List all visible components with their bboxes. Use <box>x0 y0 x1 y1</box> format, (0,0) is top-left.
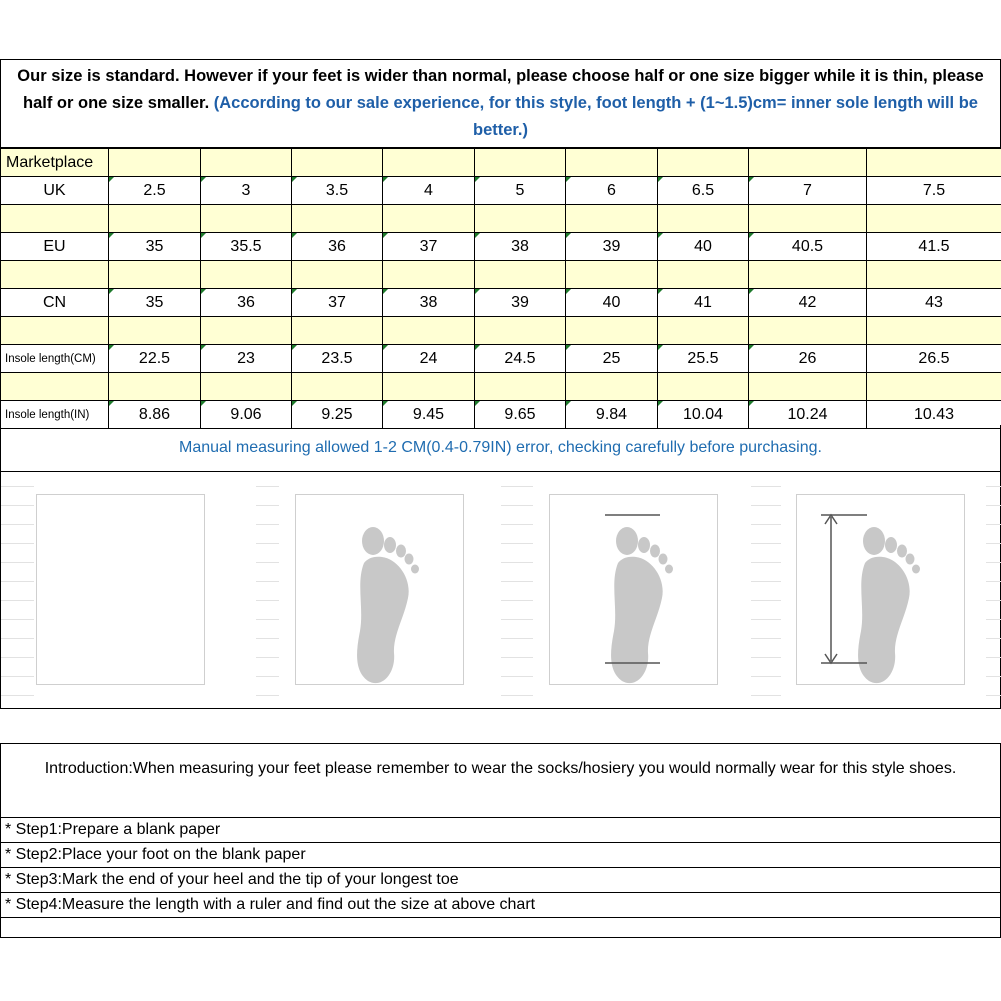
size-cell: 7.5 <box>867 177 1001 205</box>
highlight-cell <box>566 373 658 401</box>
size-cell: 10.43 <box>867 401 1001 429</box>
highlight-cell <box>566 261 658 289</box>
gridline <box>751 505 781 506</box>
row-label: EU <box>1 233 109 261</box>
gridline <box>1 505 34 506</box>
highlight-cell <box>867 149 1001 177</box>
size-cell: 35 <box>109 289 201 317</box>
size-cell: 41 <box>658 289 749 317</box>
size-cell: 39 <box>566 233 658 261</box>
highlight-cell <box>201 205 292 233</box>
size-cell: 2.5 <box>109 177 201 205</box>
gridline <box>751 657 781 658</box>
step-1: * Step1:Prepare a blank paper <box>0 818 1001 843</box>
gridline <box>256 581 279 582</box>
size-cell: 9.45 <box>383 401 475 429</box>
highlight-cell <box>658 373 749 401</box>
highlight-cell <box>109 149 201 177</box>
highlight-cell <box>292 149 383 177</box>
gridline <box>1 581 34 582</box>
gridline <box>1 676 34 677</box>
size-cell: 40 <box>566 289 658 317</box>
row-label: CN <box>1 289 109 317</box>
highlight-cell <box>475 149 566 177</box>
size-cell: 43 <box>867 289 1001 317</box>
highlight-row <box>1 261 1001 289</box>
highlight-row <box>1 205 1001 233</box>
measuring-introduction: Introduction:When measuring your feet please remember to wear the socks/hosiery you would normally wear for this style shoes. <box>0 743 1001 818</box>
highlight-cell <box>658 261 749 289</box>
blank-paper-panel <box>36 494 205 685</box>
gridline <box>256 600 279 601</box>
highlight-cell <box>1 373 109 401</box>
highlight-cell <box>566 149 658 177</box>
size-cell: 41.5 <box>867 233 1001 261</box>
size-cell: 40.5 <box>749 233 867 261</box>
size-advice-note: (According to our sale experience, for this style, foot length + (1~1.5)cm= inner sole length will be better.) <box>213 94 978 139</box>
step-3: * Step3:Mark the end of your heel and the tip of your longest toe <box>0 868 1001 893</box>
marketplace-label: Marketplace <box>1 149 109 177</box>
gridline <box>256 619 279 620</box>
highlight-cell <box>475 317 566 345</box>
size-cell: 36 <box>292 233 383 261</box>
size-advice-text: Our size is standard. However if your feet is wider than normal, please choose half or one size bigger while it is thin, please half or one size smaller. <box>17 67 984 112</box>
step-blank-row <box>0 918 1001 938</box>
size-cell: 3.5 <box>292 177 383 205</box>
size-cell: 9.84 <box>566 401 658 429</box>
gridline <box>751 524 781 525</box>
size-cell: 42 <box>749 289 867 317</box>
highlight-cell <box>109 261 201 289</box>
gridline <box>986 486 1001 487</box>
row-label: Insole length(IN) <box>1 401 109 429</box>
foot-on-paper-panel <box>295 494 464 685</box>
gridline <box>751 543 781 544</box>
highlight-cell <box>383 317 475 345</box>
highlight-cell <box>201 261 292 289</box>
size-cell: 26 <box>749 345 867 373</box>
gridline <box>986 676 1001 677</box>
gridline <box>501 695 533 696</box>
gridline <box>501 524 533 525</box>
size-cell: 22.5 <box>109 345 201 373</box>
size-cell: 24 <box>383 345 475 373</box>
highlight-row <box>1 373 1001 401</box>
gridline <box>501 676 533 677</box>
gridline <box>256 657 279 658</box>
size-cell: 6.5 <box>658 177 749 205</box>
size-row <box>1 345 1001 373</box>
foot-marked-icon <box>550 495 719 686</box>
highlight-cell <box>292 373 383 401</box>
gridline <box>501 638 533 639</box>
gridline <box>986 638 1001 639</box>
gridline <box>1 695 34 696</box>
size-row <box>1 177 1001 205</box>
highlight-cell <box>1 317 109 345</box>
gridline <box>256 638 279 639</box>
highlight-cell <box>867 261 1001 289</box>
highlight-cell <box>292 261 383 289</box>
size-cell: 10.24 <box>749 401 867 429</box>
gridline <box>501 562 533 563</box>
gridline <box>986 562 1001 563</box>
highlight-cell <box>658 205 749 233</box>
gridline <box>751 619 781 620</box>
size-cell: 10.04 <box>658 401 749 429</box>
highlight-cell <box>383 261 475 289</box>
row-label: Insole length(CM) <box>1 345 109 373</box>
highlight-cell <box>383 205 475 233</box>
step-2: * Step2:Place your foot on the blank paper <box>0 843 1001 868</box>
size-cell: 4 <box>383 177 475 205</box>
size-cell: 9.65 <box>475 401 566 429</box>
row-label: UK <box>1 177 109 205</box>
gridline <box>1 657 34 658</box>
gridline <box>986 505 1001 506</box>
size-cell: 37 <box>292 289 383 317</box>
highlight-cell <box>867 317 1001 345</box>
gridline <box>751 581 781 582</box>
highlight-cell <box>292 317 383 345</box>
highlight-cell <box>201 149 292 177</box>
highlight-cell <box>1 261 109 289</box>
size-cell: 24.5 <box>475 345 566 373</box>
highlight-cell <box>749 317 867 345</box>
size-cell: 39 <box>475 289 566 317</box>
highlight-cell <box>383 149 475 177</box>
gridline <box>501 505 533 506</box>
size-cell: 35 <box>109 233 201 261</box>
highlight-cell <box>201 373 292 401</box>
size-cell: 3 <box>201 177 292 205</box>
highlight-cell <box>383 373 475 401</box>
gridline <box>1 600 34 601</box>
highlight-cell <box>475 373 566 401</box>
gridline <box>1 562 34 563</box>
highlight-cell <box>749 373 867 401</box>
size-cell: 25 <box>566 345 658 373</box>
gridline <box>501 600 533 601</box>
highlight-cell <box>658 149 749 177</box>
size-cell: 37 <box>383 233 475 261</box>
gridline <box>256 543 279 544</box>
foot-icon <box>296 495 465 686</box>
highlight-cell <box>201 317 292 345</box>
size-row <box>1 289 1001 317</box>
gridline <box>751 486 781 487</box>
size-cell: 35.5 <box>201 233 292 261</box>
measure-error-note: Manual measuring allowed 1-2 CM(0.4-0.79IN) error, checking carefully before purchasing. <box>0 425 1001 472</box>
gridline <box>1 619 34 620</box>
highlight-row <box>1 149 1001 177</box>
gridline <box>986 657 1001 658</box>
size-cell: 36 <box>201 289 292 317</box>
measure-length-panel <box>796 494 965 685</box>
gridline <box>256 505 279 506</box>
size-row <box>1 233 1001 261</box>
gridline <box>256 486 279 487</box>
gridline <box>1 524 34 525</box>
size-cell: 7 <box>749 177 867 205</box>
gridline <box>986 543 1001 544</box>
highlight-cell <box>475 205 566 233</box>
mark-heel-toe-panel <box>549 494 718 685</box>
highlight-cell <box>867 373 1001 401</box>
gridline <box>751 638 781 639</box>
gridline <box>986 581 1001 582</box>
gridline <box>256 676 279 677</box>
gridline <box>751 562 781 563</box>
size-cell: 26.5 <box>867 345 1001 373</box>
size-cell: 38 <box>475 233 566 261</box>
gridline <box>501 581 533 582</box>
size-cell: 23.5 <box>292 345 383 373</box>
highlight-cell <box>109 317 201 345</box>
step-4: * Step4:Measure the length with a ruler and find out the size at above chart <box>0 893 1001 918</box>
highlight-cell <box>749 149 867 177</box>
size-cell: 6 <box>566 177 658 205</box>
highlight-cell <box>292 205 383 233</box>
size-cell: 8.86 <box>109 401 201 429</box>
highlight-row <box>1 317 1001 345</box>
size-cell: 23 <box>201 345 292 373</box>
size-cell: 40 <box>658 233 749 261</box>
gridline <box>986 600 1001 601</box>
gridline <box>501 486 533 487</box>
ruler-measure-icon <box>797 495 966 686</box>
highlight-cell <box>867 205 1001 233</box>
highlight-cell <box>749 261 867 289</box>
size-cell: 25.5 <box>658 345 749 373</box>
highlight-cell <box>109 373 201 401</box>
gridline <box>501 619 533 620</box>
gridline <box>751 676 781 677</box>
size-cell: 9.06 <box>201 401 292 429</box>
highlight-cell <box>109 205 201 233</box>
gridline <box>1 486 34 487</box>
highlight-cell <box>475 261 566 289</box>
highlight-cell <box>1 205 109 233</box>
measuring-illustration <box>0 472 1001 709</box>
gridline <box>986 695 1001 696</box>
gridline <box>501 543 533 544</box>
highlight-cell <box>566 205 658 233</box>
gridline <box>986 524 1001 525</box>
size-cell: 38 <box>383 289 475 317</box>
gridline <box>256 524 279 525</box>
gridline <box>751 600 781 601</box>
gridline <box>986 619 1001 620</box>
gridline <box>256 695 279 696</box>
size-cell: 5 <box>475 177 566 205</box>
gridline <box>501 657 533 658</box>
highlight-cell <box>566 317 658 345</box>
size-cell: 9.25 <box>292 401 383 429</box>
size-advice-header <box>0 59 1001 148</box>
highlight-cell <box>749 205 867 233</box>
highlight-cell <box>658 317 749 345</box>
gridline <box>256 562 279 563</box>
gridline <box>1 543 34 544</box>
gridline <box>1 638 34 639</box>
gridline <box>751 695 781 696</box>
size-chart-table <box>0 148 1001 429</box>
